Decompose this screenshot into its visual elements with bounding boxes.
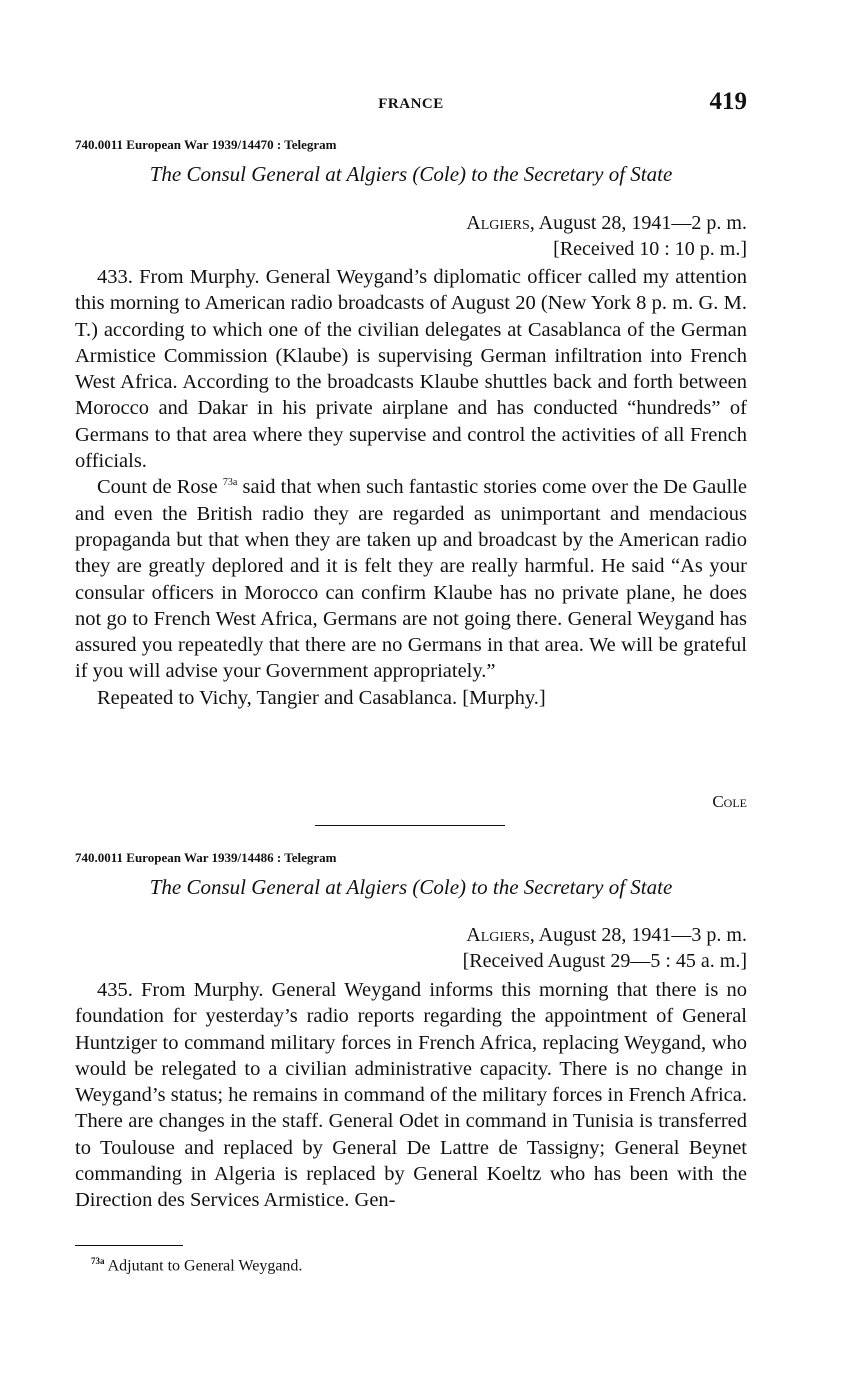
doc1-body	[75, 264, 747, 711]
page-number: 419	[709, 88, 747, 115]
doc2-paragraph-1: 435. From Murphy. General Weygand informs this morning that there is no foundation for yesterday’s radio reports regarding the appointment of General Huntziger to command military forces in French Africa, replacing Weygand, who would be relegated to a civilian administrative capacity. There is no change in Weygand’s status; he remains in command of the military forces in French Africa. There are changes in the staff. General Odet in command in Tunisia is transferred to Toulouse and replaced by General De Lattre de Tassigny; General Beynet commanding in Algeria is replaced by General Koeltz who has been with the Direction des Services Armistice. Gen-	[75, 979, 747, 1212]
doc2-file-reference: 740.0011 European War 1939/14486 : Telegram	[75, 850, 337, 865]
footnote	[91, 1256, 302, 1275]
section-divider	[315, 825, 505, 826]
doc1-paragraph-1: 433. From Murphy. General Weygand’s diplomatic officer called my attention this morning to American radio broadcasts of August 20 (New York 8 p. m. G. M. T.) according to which one of the civilian delegates at Casablanca of the German Armistice Commission (Klaube) is supervising German infiltration into French West Africa. According to the broadcasts Klaube shuttles back and forth between Morocco and Dakar in his private airplane and has conducted “hundreds” of Germans to that area where they supervise and control the activities of all French officials.	[75, 266, 747, 473]
doc2-dateline	[463, 922, 747, 974]
footnote-rule	[75, 1245, 183, 1246]
doc1-file-reference: 740.0011 European War 1939/14470 : Telegram	[75, 137, 337, 152]
doc2-title: The Consul General at Algiers (Cole) to the Secretary of State	[149, 875, 673, 899]
doc1-paragraph-2	[75, 474, 747, 684]
doc1-paragraph-2-rest: said that when such fantastic stories come over the De Gaulle and even the British radio they are regarded as unimportant and mendacious propaganda but that when they are taken up and broadcast by the American radio they are greatly deplored and it is felt they are really harmful. He said “As your consular officers in Morocco can confirm Klaube has no private plane, he does not go to French West Africa, Germans are not going there. General Weygand has assured you repeatedly that there are no Germans in that area. We will be grateful if you will advise your Government appropriately.”	[75, 476, 747, 683]
doc1-dateline-date: , August 28, 1941—2 p. m.	[529, 212, 747, 234]
running-head	[75, 88, 747, 118]
doc1-dateline	[466, 210, 747, 262]
doc2-received: [Received August 29—5 : 45 a. m.]	[462, 950, 747, 972]
doc1-dateline-place: Algiers	[466, 212, 530, 234]
doc1-title: The Consul General at Algiers (Cole) to the Secretary of State	[149, 162, 673, 186]
doc1-received: [Received 10 : 10 p. m.]	[553, 238, 747, 260]
doc2-body	[75, 977, 747, 1214]
doc2-dateline-place: Algiers	[466, 924, 530, 946]
doc2-dateline-date: , August 28, 1941—3 p. m.	[529, 924, 747, 946]
footnote-mark: 73a	[91, 1256, 105, 1266]
footnote-reference-mark: 73a	[222, 477, 238, 489]
footnote-text: Adjutant to General Weygand.	[104, 1257, 303, 1275]
doc1-paragraph-3: Repeated to Vichy, Tangier and Casablanca. [Murphy.]	[97, 686, 546, 709]
doc1-paragraph-2-start: Count de Rose	[97, 476, 218, 499]
doc1-signature: Cole	[712, 792, 747, 811]
running-title: FRANCE	[378, 96, 444, 112]
